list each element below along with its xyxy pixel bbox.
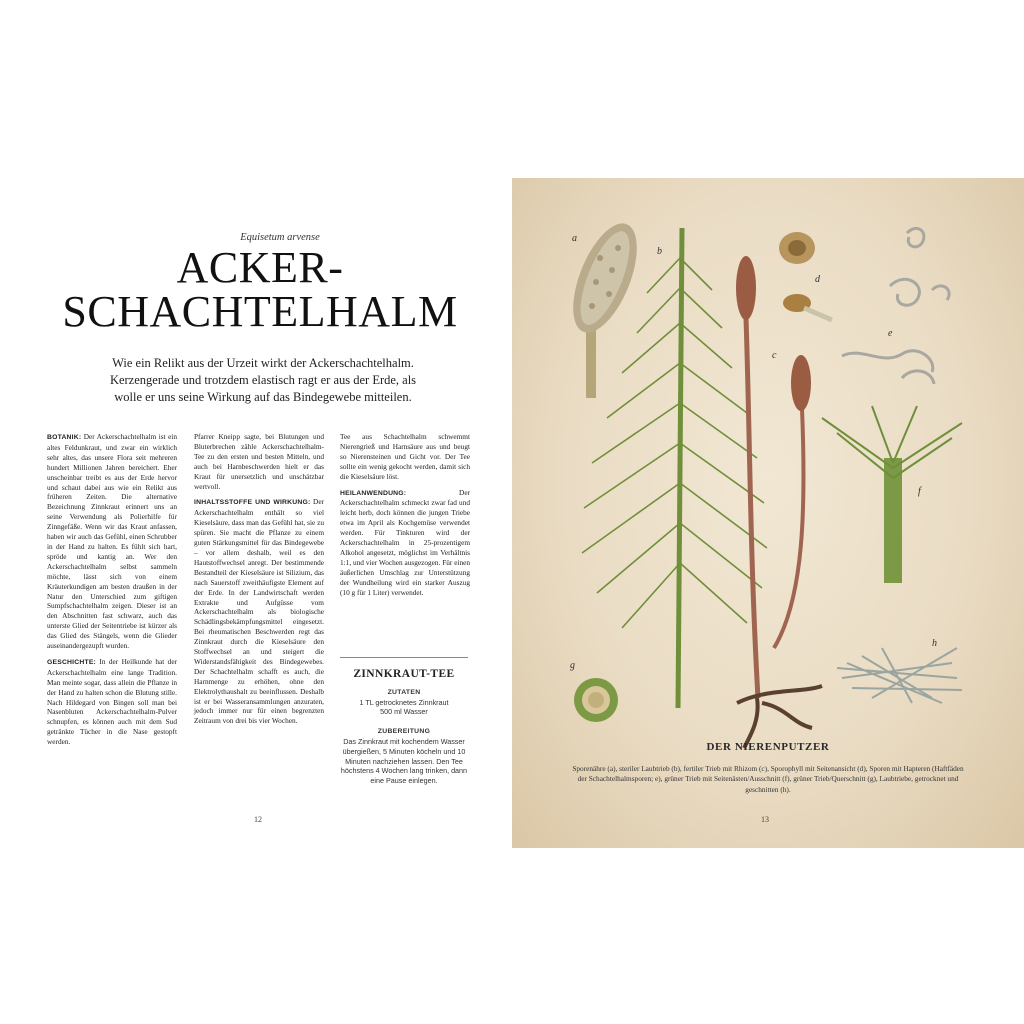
- inhaltsstoffe-heading: INHALTSSTOFFE UND WIRKUNG:: [194, 499, 311, 507]
- plate-title: DER NIERENPUTZER: [706, 741, 830, 753]
- page-number-right: 13: [761, 815, 769, 824]
- plate-caption: Sporenähre (a), steriler Laubtrieb (b), fertiler Trieb mit Rhizom (c), Sporophyll mit Seitenansicht (d), Sporen mit Hapteren (Haftfäden der Schachtelhalmsporen; e), grüner Trieb mit Seitenästen/Ausschnitt (f), grüner Trieb/Querschnitt (g), Laubtriebe, getrocknet und geschnitten (h).: [572, 764, 964, 794]
- zutat-1: 1 TL getrocknetes Zinnkraut: [359, 697, 449, 707]
- title-line-2: SCHACHTELHALM: [62, 287, 458, 336]
- label-b: b: [657, 246, 662, 257]
- label-g: g: [570, 660, 575, 671]
- botanik-text: Der Ackerschachtelhalm ist ein altes Feldunkraut, und zwar ein wirklich sehr altes, das unsere Flora seit mehreren hundert Millionen Jahren bereichert. Eher unscheinbar treibt es aus der Erde hervor und schaut dabei aus wie ein Relikt aus früheren Zeiten. Die alternative Bezeichnung Zinnkraut erinnert uns an seine Verwendung als Polierhilfe für Zinngefäße. Wenn wir das Kraut anfassen, haben wir auch das Gefühl, einen Schrubber in der Hand zu halten. Es fühlt sich hart, spröde und kantig an. Wer den Ackerschachtelhalm selbst sammeln möchte, lässt sich von einem Kräuterkundigen am besten draußen in der Natur den Unterschied zum giftigen Sumpfschachtelhalm zeigen. Dieser ist an den Abschnitten fast schwarz, auch das unterste Glied der Seitentriebe ist kürzer als das Glied des Stängels, wenn die Glieder auseinandergezupft wurden.: [47, 432, 177, 651]
- label-f: f: [918, 486, 921, 497]
- section-heilanwendung: [340, 488, 470, 598]
- spores-illustration: [842, 228, 949, 384]
- botanik-heading: BOTANIK:: [47, 434, 82, 441]
- green-shoot-segment-illustration: [822, 406, 962, 583]
- zutaten-heading: ZUTATEN: [387, 688, 421, 696]
- section-geschichte: [47, 657, 177, 747]
- kneipp-paragraph: Pfarrer Kneipp sagte, bei Blutungen und Bluterbrechen zähle Ackerschachtelhalm-Tee zu den ersten und besten Mitteln, und auch bei Harnbeschwerden hielt er das Kraut für unersetzlich und unschätzbar wertvoll.: [194, 432, 324, 491]
- title-line-1: ACKER-: [176, 243, 344, 292]
- heilanwendung-heading: HEILANWENDUNG:: [340, 489, 407, 497]
- botanical-plate: [512, 178, 1024, 848]
- page-number-left: 12: [254, 815, 262, 824]
- recipe-box: [340, 657, 468, 786]
- zutat-2: 500 ml Wasser: [380, 707, 428, 717]
- geschichte-heading: GESCHICHTE:: [47, 658, 97, 666]
- zubereitung-text: Das Zinnkraut mit kochendem Wasser übergießen, 5 Minuten köcheln und 10 Minuten nachziehen lassen. Den Tee höchstens 4 Wochen lang trinken, dann eine Pause einlegen.: [340, 736, 468, 786]
- inhaltsstoffe-text: Der Ackerschachtelhalm enthält so viel Kieselsäure, dass man das Gefühl hat, sie zu spüren. Sie macht die Pflanze zu einem guten Stärkungsmittel für das Bindegewebe – vor allem deshalb, weil es den Hautstoffwechsel anregt. Der bestimmende Bestandteil der Kieselsäure ist Silizium, das nach Sauerstoff zweithäufigste Element auf der Erde. In der Landwirtschaft werden Extrakte und Aufgüsse vom Ackerschachtelhalm als biologische Schädlingsbekämpfungsmittel eingesetzt. Bei rheumatischen Beschwerden regt das Zinnkraut durch die Kieselsäure den Stoffwechsel an und steigert die Widerstandsfähigkeit des Bindegewebes. Der Schachtelhalm schafft es auch, die Harnmenge zu erhöhen, ohne den Elektrolythaushalt zu beeinflussen. Deshalb ist er bei Wasseransammlungen anzuraten, jedoch immer nur für einen begrenzten Zeitraum von drei bis vier Wochen.: [194, 497, 324, 726]
- label-e: e: [888, 328, 893, 339]
- label-h: h: [932, 638, 937, 649]
- section-botanik: [47, 432, 177, 651]
- text-column-1: [47, 432, 177, 753]
- sporophyll-illustration: [779, 232, 832, 320]
- label-c: c: [772, 350, 777, 361]
- cross-section-illustration: [574, 678, 618, 722]
- label-d: d: [815, 274, 820, 285]
- section-inhaltsstoffe: [194, 497, 324, 726]
- label-a: a: [572, 233, 577, 244]
- recipe-title: ZINNKRAUT-TEE: [353, 668, 455, 680]
- page-title: [60, 243, 460, 336]
- dried-shoots-illustration: [837, 648, 962, 703]
- heilanwendung-text: Der Ackerschachtelhalm schmeckt zwar fad und leicht herb, doch können die jungen Triebe etwa im April als Kochgemüse verwendet werden. Für Tinkturen wird der Ackerschachtelhalm in 25-prozentigem Alkohol angesetzt, möglichst im Verhältnis 1:1, und vier Wochen ausgezogen. Für einen äußerlichen Umschlag zur Unterstützung der Wundheilung wird ein starker Auszug (10 g für 1 Liter) verwendet.: [340, 487, 470, 597]
- fertile-shoot-illustration: [736, 256, 822, 748]
- text-column-2: [194, 432, 324, 732]
- text-column-3: [340, 432, 470, 604]
- intro-text: Wie ein Relikt aus der Urzeit wirkt der Ackerschachtelhalm. Kerzengerade und trotzdem elastisch ragt er aus der Erde, als wolle er uns seine Wirkung auf das Bindegewebe mitteilen.: [109, 356, 417, 404]
- tee-paragraph: Tee aus Schachtelhalm schwemmt Nierengrieß und Harnsäure aus und beugt so Nierensteinen und Gicht vor. Der Tee sollte ein wenig gekocht werden, damit sich die Kieselsäure löst.: [340, 432, 470, 481]
- latin-name: Equisetum arvense: [240, 232, 320, 243]
- geschichte-text: In der Heilkunde hat der Ackerschachtelhalm eine lange Tradition. Man meinte sogar, dass allein die Pflanze in der Hand zu halten schon die Blutung stille. Nach Hildegard von Bingen soll man bei Nasenbluten Ackerschachtelhalm-Pulver schnupfen, es können auch mit dem Sud getränkte Tücher in die Nase gestopft werden.: [47, 656, 177, 747]
- zubereitung-heading: ZUBEREITUNG: [377, 728, 431, 736]
